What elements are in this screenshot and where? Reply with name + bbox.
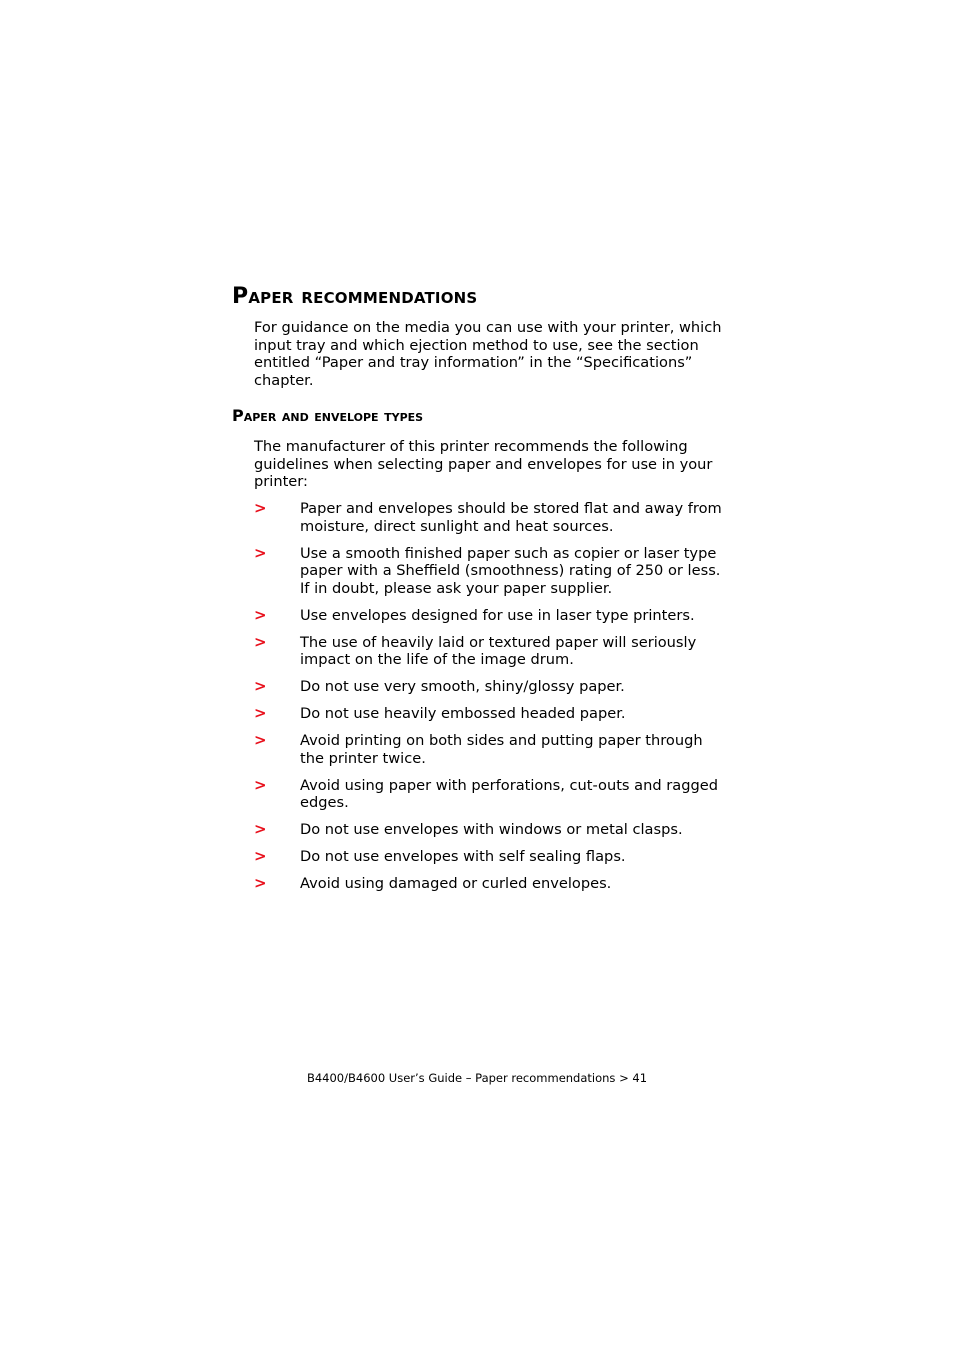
list-item: [254, 607, 724, 625]
list-item: [254, 678, 724, 696]
list-item: [254, 821, 724, 839]
list-item-text: The use of heavily laid or textured paper will seriously impact on the life of the image drum.: [300, 633, 697, 668]
list-item: [254, 545, 724, 598]
list-item: [254, 732, 724, 767]
guidelines-list: [254, 500, 724, 902]
bullet-marker-icon: >: [254, 605, 267, 624]
intro-paragraph: For guidance on the media you can use with your printer, which input tray and which ejection method to use, see the section entitled “Paper and tray information” in the “Specifications” chapter.: [254, 319, 722, 389]
section-subheading: Paper and envelope types: [232, 406, 424, 425]
bullet-marker-icon: >: [254, 632, 267, 651]
list-item: [254, 848, 724, 866]
list-item-text: Use envelopes designed for use in laser type printers.: [300, 606, 695, 624]
list-item-text: Paper and envelopes should be stored flat and away from moisture, direct sunlight and heat sources.: [300, 500, 722, 535]
subsection-intro-paragraph: The manufacturer of this printer recommends the following guidelines when selecting paper and envelopes for use in your printer:: [254, 438, 713, 490]
bullet-marker-icon: >: [254, 847, 267, 865]
bullet-marker-icon: >: [254, 820, 267, 838]
list-item-text: Do not use very smooth, shiny/glossy paper.: [300, 678, 625, 695]
bullet-marker-icon: >: [254, 704, 267, 722]
list-item: [254, 705, 724, 723]
list-item-text: Do not use heavily embossed headed paper.: [300, 705, 626, 722]
bullet-marker-icon: >: [254, 677, 267, 695]
bullet-marker-icon: >: [254, 775, 267, 794]
list-item-text: Use a smooth finished paper such as copier or laser type paper with a Sheffield (smoothness) rating of 250 or less. If in doubt, please ask your paper supplier.: [300, 544, 721, 597]
bullet-marker-icon: >: [254, 499, 267, 517]
list-item: [254, 777, 724, 812]
list-item: [254, 875, 724, 893]
list-item: [254, 634, 724, 669]
page-heading: Paper recommendations: [232, 284, 478, 309]
list-item-text: Avoid printing on both sides and putting paper through the printer twice.: [300, 732, 703, 767]
list-item: [254, 500, 724, 535]
bullet-marker-icon: >: [254, 731, 267, 749]
bullet-marker-icon: >: [254, 874, 267, 892]
page-footer: B4400/B4600 User’s Guide – Paper recommendations > 41: [306, 1071, 648, 1085]
list-item-text: Avoid using damaged or curled envelopes.: [300, 875, 612, 892]
list-item-text: Do not use envelopes with windows or metal clasps.: [300, 821, 683, 838]
list-item-text: Do not use envelopes with self sealing flaps.: [300, 848, 626, 865]
list-item-text: Avoid using paper with perforations, cut-outs and ragged edges.: [300, 776, 718, 811]
bullet-marker-icon: >: [254, 543, 267, 562]
